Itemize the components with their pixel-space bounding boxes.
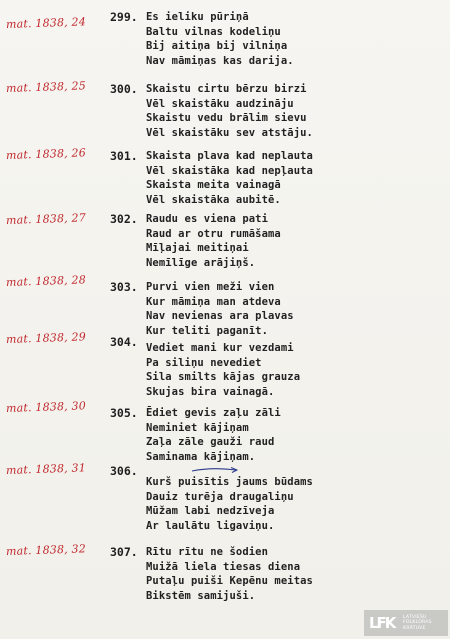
song-line: Dauiz turēja draugaliņu: [146, 490, 294, 503]
song-text: [146, 545, 386, 603]
archive-logo: [364, 610, 448, 636]
archive-reference: mat. 1838, 29: [5, 330, 87, 346]
song-line: Raud ar otru rumāšama: [146, 227, 281, 240]
song-line: Vediet mani kur vezdami: [146, 342, 294, 354]
song-line: Skujas bira vainagā.: [146, 385, 275, 398]
song-text: [146, 149, 386, 207]
song-line: Skaistu vedu brālim sievu: [146, 112, 307, 125]
archive-logo-text: [403, 615, 432, 631]
song-line: Putaļu puiši Kepēnu meitas: [146, 575, 313, 588]
song-line: Raudu es viena pati: [146, 213, 269, 225]
song-line: Purvi vien meži vien: [146, 281, 275, 293]
song-line: Vēl skaistāku sev atstāju.: [146, 126, 313, 139]
song-text: [146, 212, 386, 270]
song-line: Kur teliti paganīt.: [146, 324, 269, 337]
song-line: Saminama kājiņam.: [146, 450, 256, 463]
song-line: Skaista plava kad neplauta: [146, 150, 313, 162]
song-line: Kurš puisītis jaums būdams: [146, 476, 313, 488]
song-number: 299.: [110, 10, 138, 24]
song-line: Pa siliņu nevediet: [146, 356, 262, 369]
song-line: Nav māmiņas kas darija.: [146, 54, 294, 67]
logo-line: FOLKLORAS: [403, 620, 432, 626]
song-line: Mīļajai meitiņai: [146, 242, 249, 255]
handwritten-underline-mark: [190, 466, 240, 474]
song-line: Baltu vilnas kodeliņu: [146, 25, 281, 38]
logo-line: LATVIEŠU: [403, 614, 427, 620]
song-number: 300.: [110, 82, 138, 96]
song-line: Neminiet kājiņam: [146, 421, 249, 434]
song-line: Rītu rītu ne šodien: [146, 546, 269, 558]
song-line: Kur māmiņa man atdeva: [146, 295, 281, 308]
song-line: Mūžam labi nedzīveja: [146, 505, 275, 518]
song-line: Sila smilts kājas grauza: [146, 371, 301, 384]
song-number: 307.: [110, 545, 138, 559]
song-line: Muižā liela tiesas diena: [146, 560, 301, 573]
song-text: [146, 475, 386, 533]
archive-reference: mat. 1838, 27: [5, 211, 87, 227]
song-line: Bikstēm samijuši.: [146, 589, 256, 602]
song-text: [146, 10, 386, 68]
archive-reference: mat. 1838, 31: [5, 461, 87, 477]
archive-reference: mat. 1838, 25: [5, 79, 87, 95]
song-text: [146, 82, 386, 140]
song-number: 303.: [110, 280, 138, 294]
logo-line: KRĀTUVE: [403, 625, 426, 631]
song-line: Skaistu cirtu bērzu birzi: [146, 83, 307, 95]
song-text: [146, 341, 386, 399]
lfk-logo-icon: LFK: [369, 614, 395, 632]
song-text: [146, 406, 386, 464]
song-number: 301.: [110, 149, 138, 163]
archive-reference: mat. 1838, 30: [5, 399, 87, 415]
archive-reference: mat. 1838, 28: [5, 273, 87, 289]
song-line: Skaista meita vainagā: [146, 179, 281, 192]
song-line: Vēl skaistāku audzināju: [146, 97, 294, 110]
song-line: Es ieliku pūriņā: [146, 11, 249, 23]
song-line: Vēl skaistāka kad nepļauta: [146, 164, 313, 177]
song-text: [146, 280, 386, 338]
song-line: Ar laulātu ligaviņu.: [146, 519, 275, 532]
archive-reference: mat. 1838, 24: [5, 15, 87, 31]
song-number: 306.: [110, 464, 138, 478]
archive-reference: mat. 1838, 26: [5, 146, 87, 162]
song-line: Zaļa zāle gauži raud: [146, 436, 275, 449]
archive-reference: mat. 1838, 32: [5, 542, 87, 558]
song-line: Ēdiet gevis zaļu zāli: [146, 407, 281, 419]
song-number: 302.: [110, 212, 138, 226]
song-line: Vēl skaistāka aubitē.: [146, 193, 281, 206]
song-number: 304.: [110, 335, 138, 349]
song-number: 305.: [110, 406, 138, 420]
song-line: Nav nevienas ara plavas: [146, 310, 294, 323]
song-line: Bij aitiņa bij vilniņa: [146, 40, 288, 53]
song-line: Nemīlīge arājiņš.: [146, 256, 256, 269]
